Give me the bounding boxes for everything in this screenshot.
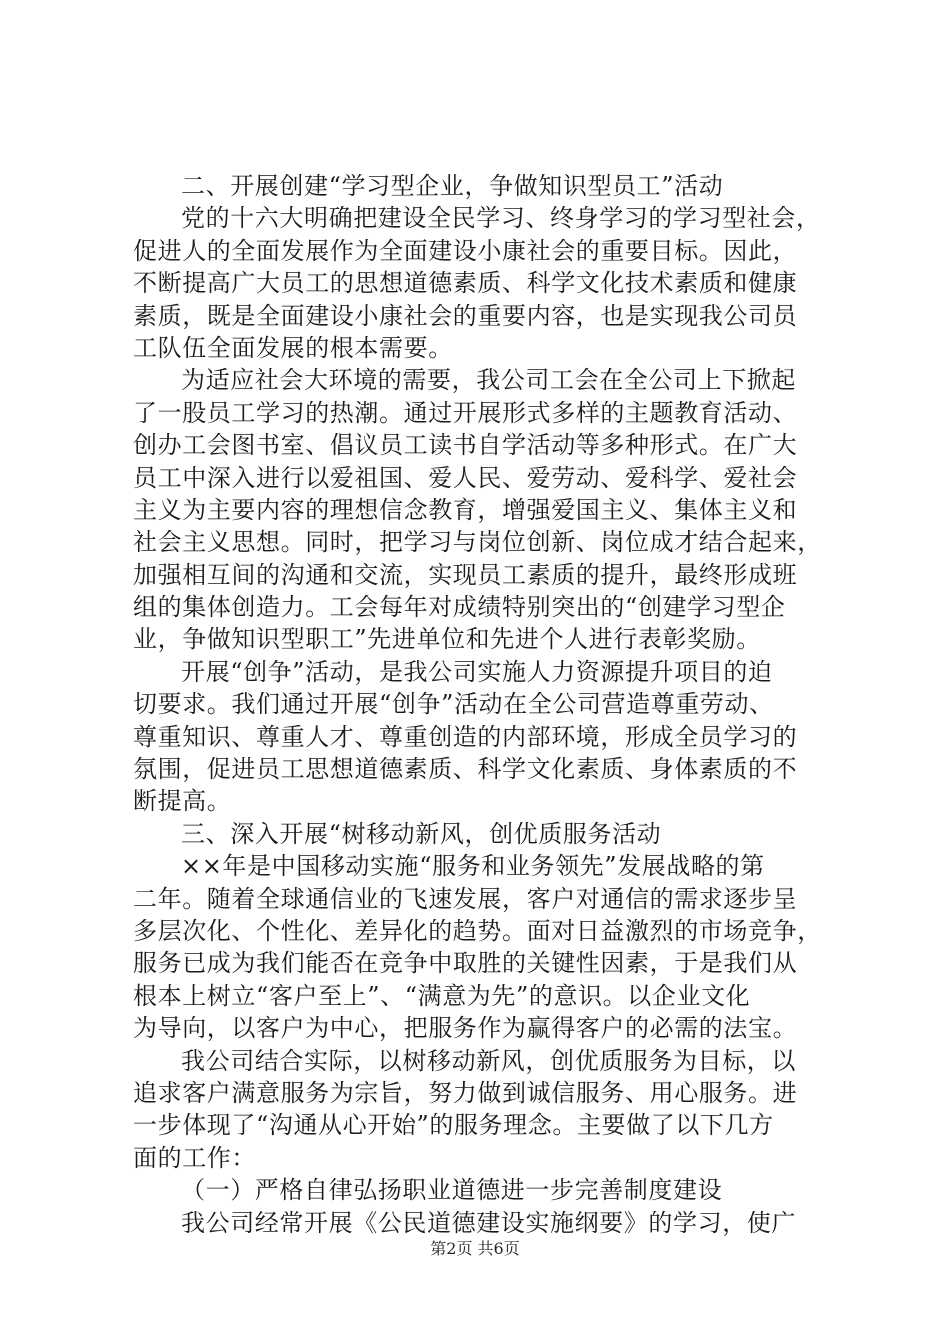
- text-line: 二、开展创建“学习型企业，争做知识型员工”活动: [181, 172, 724, 200]
- text-line: 工队伍全面发展的根本需要。: [133, 333, 453, 362]
- text-line: 追求客户满意服务为宗旨，努力做到诚信服务、用心服务。进: [133, 1078, 798, 1107]
- text-line: 员工中深入进行以爱祖国、爱人民、爱劳动、爱科学、爱社会: [133, 463, 798, 492]
- text-line: 组的集体创造力。工会每年对成绩特别突出的“创建学习型企: [133, 593, 786, 622]
- text-line: 加强相互间的沟通和交流，实现员工素质的提升，最终形成班: [133, 560, 798, 589]
- text-line: 三、深入开展“树移动新风，创优质服务活动: [181, 819, 662, 848]
- text-line: 促进人的全面发展作为全面建设小康社会的重要目标。因此，: [133, 236, 798, 265]
- text-line: 服务已成为我们能否在竞争中取胜的关键性因素，于是我们从: [133, 949, 798, 978]
- text-line: 开展“创争”活动，是我公司实施人力资源提升项目的迫: [181, 657, 773, 686]
- text-line: （一）严格自律弘扬职业道德进一步完善制度建设: [181, 1176, 723, 1205]
- text-line: 创办工会图书室、倡议员工读书自学活动等多种形式。在广大: [133, 431, 798, 460]
- text-line: 为适应社会大环境的需要，我公司工会在全公司上下掀起: [181, 366, 796, 395]
- text-line: 切要求。我们通过开展“创争”活动在全公司营造尊重劳动、: [133, 690, 774, 719]
- text-line: 党的十六大明确把建设全民学习、终身学习的学习型社会，: [181, 204, 821, 233]
- document-body: [133, 170, 833, 1239]
- text-line: 多层次化、个性化、差异化的趋势。面对日益激烈的市场竞争，: [133, 916, 822, 945]
- text-line: 氛围，促进员工思想道德素质、科学文化素质、身体素质的不: [133, 755, 798, 784]
- text-line: 我公司经常开展《公民道德建设实施纲要》的学习，使广: [181, 1208, 796, 1237]
- text-line: 断提高。: [133, 787, 232, 816]
- text-line: 二年。随着全球通信业的飞速发展，客户对通信的需求逐步呈: [133, 884, 798, 913]
- text-line: 一步体现了“沟通从心开始”的服务理念。主要做了以下几方: [133, 1111, 774, 1140]
- text-line: 不断提高广大员工的思想道德素质、科学文化技术素质和健康: [133, 269, 798, 298]
- text-line: 面的工作：: [133, 1143, 256, 1172]
- text-line: 根本上树立“客户至上”、“满意为先”的意识。以企业文化: [133, 981, 751, 1010]
- text-line: 我公司结合实际，以树移动新风，创优质服务为目标，以: [181, 1046, 796, 1075]
- text-line: 为导向，以客户为中心，把服务作为赢得客户的必需的法宝。: [133, 1014, 798, 1043]
- page-footer: 第2页 共6页: [430, 1239, 520, 1258]
- text-line: 尊重知识、尊重人才、尊重创造的内部环境，形成全员学习的: [133, 722, 798, 751]
- text-line: 社会主义思想。同时，把学习与岗位创新、岗位成才结合起来，: [133, 528, 822, 557]
- text-line: 素质，既是全面建设小康社会的重要内容，也是实现我公司员: [133, 301, 798, 330]
- text-line: 了一股员工学习的热潮。通过开展形式多样的主题教育活动、: [133, 398, 798, 427]
- text-line: ××年是中国移动实施“服务和业务领先”发展战略的第: [181, 852, 765, 881]
- text-line: 业，争做知识型职工”先进单位和先进个人进行表彰奖励。: [133, 625, 761, 654]
- text-line: 主义为主要内容的理想信念教育，增强爱国主义、集体主义和: [133, 495, 798, 524]
